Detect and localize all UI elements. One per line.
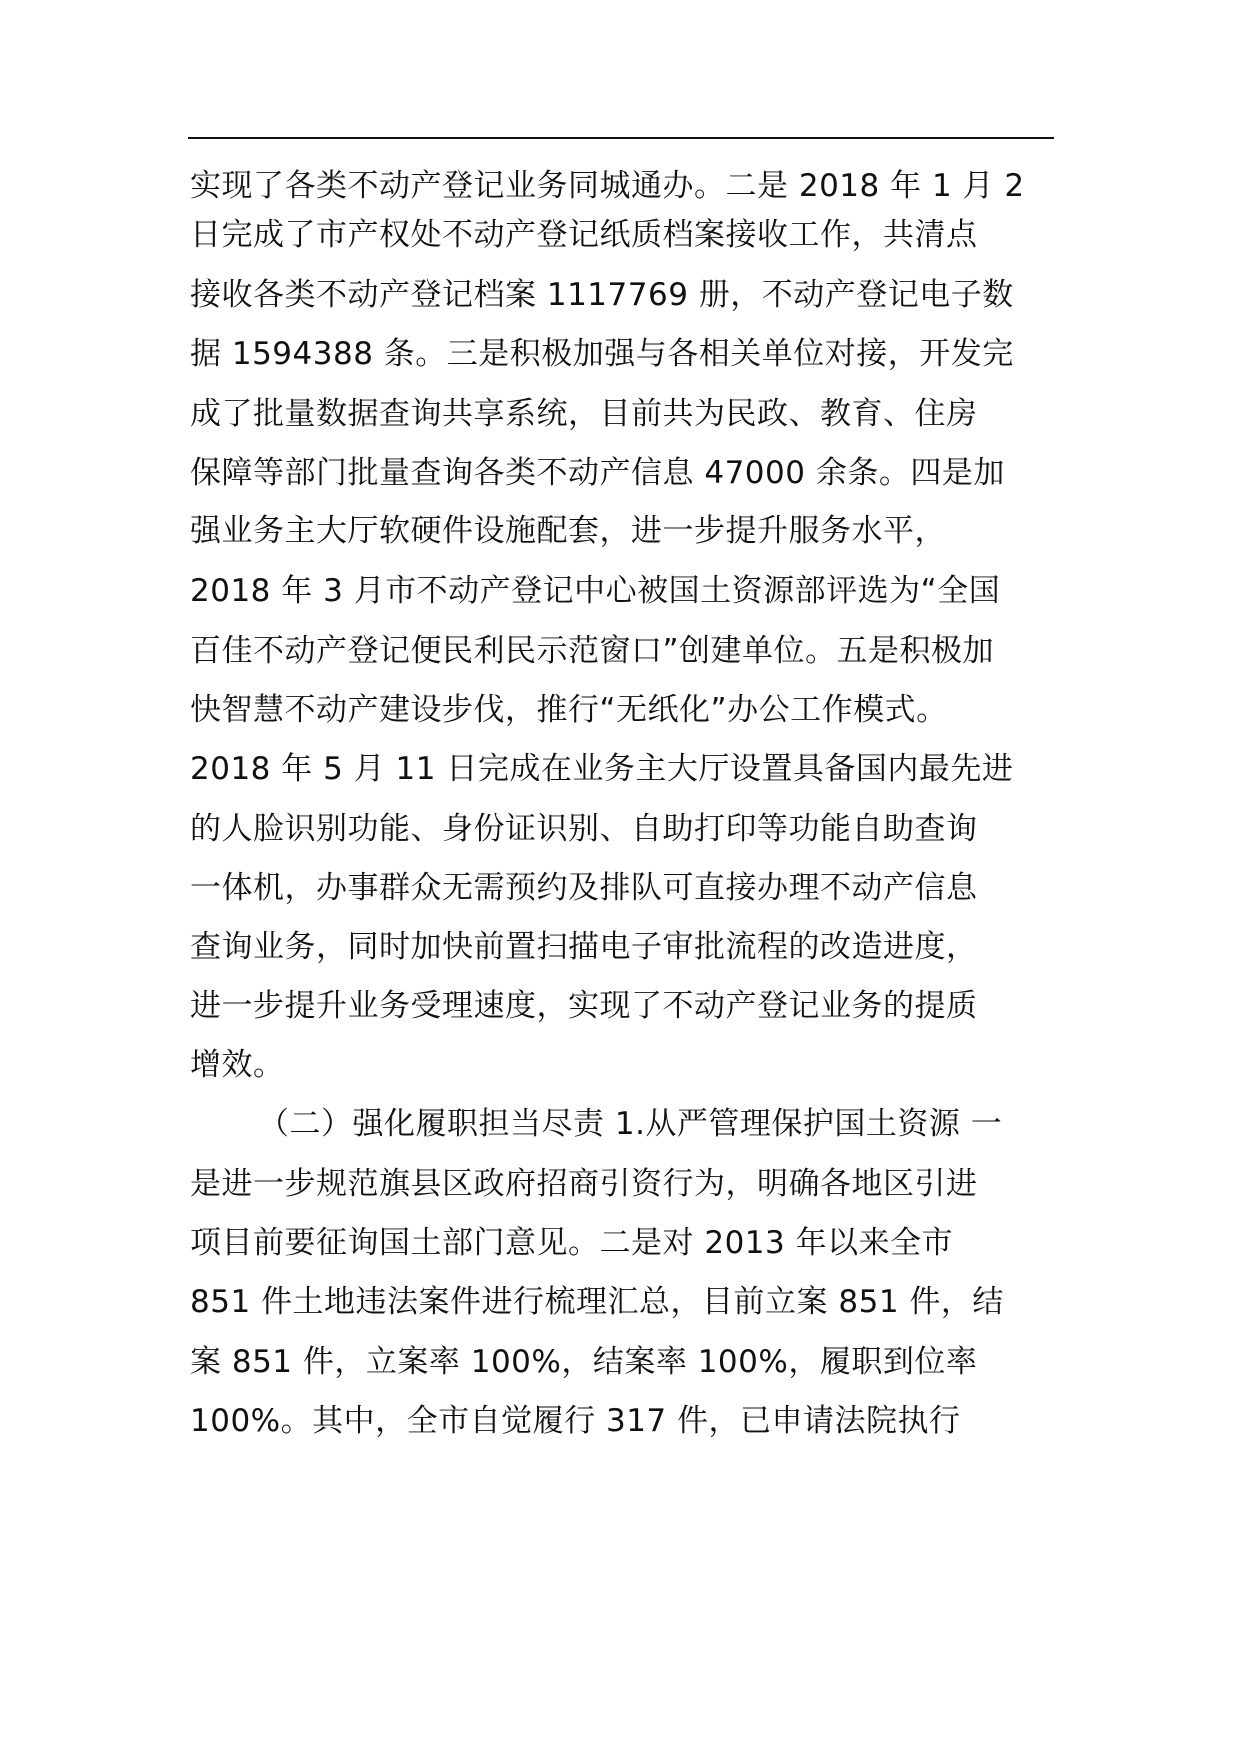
text-line: 增效。 <box>190 1047 285 1083</box>
text-line: 接收各类不动产登记档案 1117769 册，不动产登记电子数 <box>190 277 1014 313</box>
text-line: 2018 年 5 月 11 日完成在业务主大厅设置具备国内最先进 <box>190 751 1014 787</box>
text-line: 的人脸识别功能、身份证识别、自助打印等功能自助查询 <box>190 811 978 847</box>
text-line: 百佳不动产登记便民利民示范窗口”创建单位。五是积极加 <box>190 633 995 669</box>
text-line: 进一步提升业务受理速度，实现了不动产登记业务的提质 <box>190 988 978 1024</box>
text-line: 强业务主大厅软硬件设施配套，进一步提升服务水平， <box>190 513 946 549</box>
text-line: 案 851 件，立案率 100%，结案率 100%，履职到位率 <box>190 1344 978 1380</box>
text-line: 日完成了市产权处不动产登记纸质档案接收工作，共清点 <box>190 217 978 253</box>
text-line: 一体机，办事群众无需预约及排队可直接办理不动产信息 <box>190 870 978 906</box>
section-heading-line: （二）强化履职担当尽责 1.从严管理保护国土资源 一 <box>258 1106 1003 1142</box>
text-line: 851 件土地违法案件进行梳理汇总，目前立案 851 件，结 <box>190 1284 1004 1320</box>
text-line: 是进一步规范旗县区政府招商引资行为，明确各地区引进 <box>190 1166 978 1202</box>
text-line: 实现了各类不动产登记业务同城通办。二是 2018 年 1 月 2 <box>190 168 1025 204</box>
text-line: 项目前要征询国土部门意见。二是对 2013 年以来全市 <box>190 1225 954 1261</box>
text-line: 100%。其中，全市自觉履行 317 件，已申请法院执行 <box>190 1403 961 1439</box>
text-line: 保障等部门批量查询各类不动产信息 47000 余条。四是加 <box>190 455 1005 491</box>
text-line: 2018 年 3 月市不动产登记中心被国土资源部评选为“全国 <box>190 573 1001 609</box>
text-line: 据 1594388 条。三是积极加强与各相关单位对接，开发完 <box>190 336 1014 372</box>
text-line: 快智慧不动产建设步伐，推行“无纸化”办公工作模式。 <box>190 692 948 728</box>
header-rule <box>188 137 1054 139</box>
text-line: 查询业务，同时加快前置扫描电子审批流程的改造进度， <box>190 929 978 965</box>
text-line: 成了批量数据查询共享系统，目前共为民政、教育、住房 <box>190 396 978 432</box>
